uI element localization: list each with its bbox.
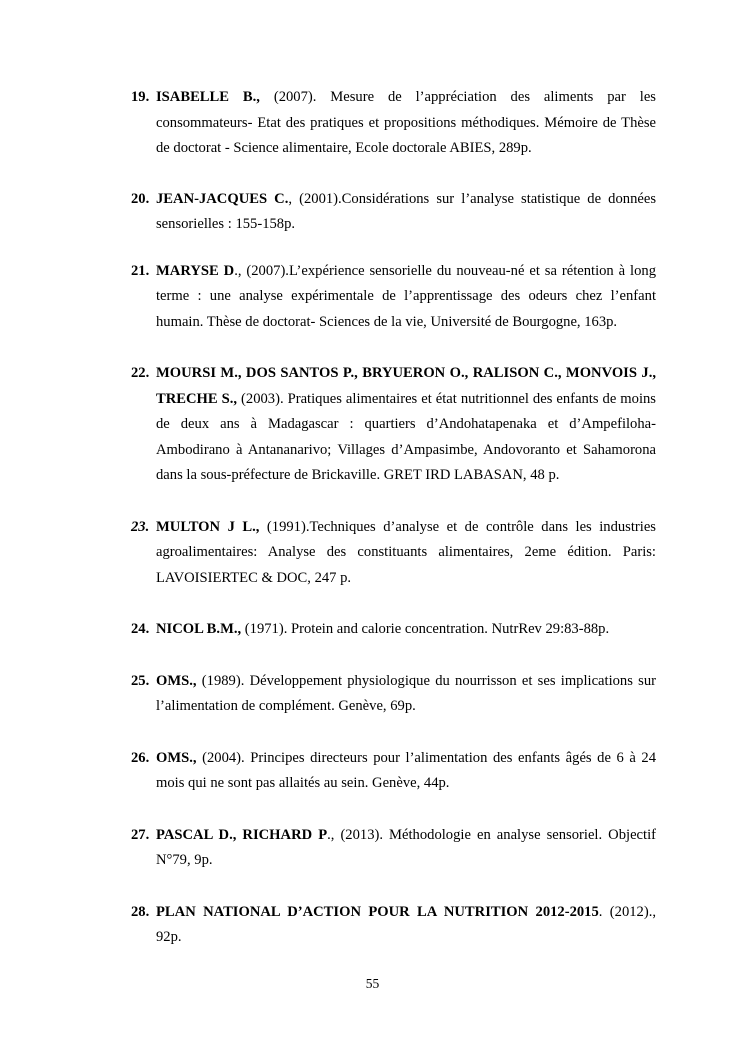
reference-number: 19. (131, 89, 150, 105)
reference-authors: MULTON J L., (156, 518, 260, 535)
reference-item (131, 900, 656, 951)
reference-number: 22. (131, 365, 150, 381)
reference-item (131, 85, 656, 162)
reference-item (131, 361, 656, 489)
reference-text: . (2012)., 92p. (156, 903, 656, 945)
reference-item (131, 515, 656, 592)
reference-authors: PLAN NATIONAL D’ACTION POUR LA NUTRITION 2012-2015 (156, 903, 599, 920)
reference-item (131, 617, 656, 643)
reference-item (131, 669, 656, 720)
reference-number: 20. (131, 190, 150, 207)
page-number: 55 (365, 976, 380, 991)
reference-text: (2004). Principes directeurs pour l’alimentation des enfants âgés de 6 à 24 mois qui ne sont pas allaités au sein. Genève, 44p. (156, 749, 656, 791)
reference-text: ., (2007).L’expérience sensorielle du nouveau-né et sa rétention à long terme : une analyse expérimentale de l’apprentissage des odeurs chez l’enfant humain. Thèse de doctorat- Sciences de la vie, Université de Bourgogne, 163p. (156, 262, 656, 330)
reference-number: 23. (131, 518, 150, 535)
reference-text: ., (2013). Méthodologie en analyse sensoriel. Objectif N°79, 9p. (156, 826, 656, 868)
reference-text: (2007). Mesure de l’appréciation des aliments par les consommateurs- Etat des pratiques et propositions méthodiques. Mémoire de Thèse de doctorat - Science alimentaire, Ecole doctorale ABIES, 289p. (156, 89, 656, 156)
reference-text: , (2001).Considérations sur l’analyse statistique de données sensorielles : 155-158p. (156, 190, 657, 232)
reference-authors: ISABELLE B., (156, 89, 260, 105)
reference-authors: MARYSE D (156, 262, 235, 279)
reference-authors: PASCAL D., RICHARD P (156, 826, 328, 843)
reference-text: (2003). Pratiques alimentaires et état nutritionnel des enfants de moins de deux ans à Madagascar : quartiers d’Andohatapenaka et d’Ampefiloha-Ambodirano à Antananarivo; Villages d’Ampasimbe, Andovoranto et Sahamorona dans la sous-préfecture de Brickaville. GRET IRD LABASAN, 48 p. (156, 390, 656, 483)
reference-authors: MOURSI M., DOS SANTOS P., BRYUERON O., RALISON C., MONVOIS J., TRECHE S., (156, 365, 656, 407)
reference-number: 24. (131, 621, 150, 637)
reference-number: 28. (131, 903, 150, 920)
reference-authors: OMS., (156, 749, 197, 766)
reference-item (131, 259, 656, 336)
reference-text: (1991).Techniques d’analyse et de contrôle dans les industries agroalimentaires: Analyse des constituants alimentaires, 2eme édition. Paris: LAVOISIERTEC & DOC, 247 p. (156, 518, 656, 586)
reference-number: 25. (131, 672, 150, 689)
reference-number: 21. (131, 262, 150, 279)
reference-authors: OMS., (156, 672, 197, 689)
reference-item (131, 187, 656, 238)
reference-item (131, 746, 656, 797)
reference-item (131, 823, 656, 874)
reference-authors: NICOL B.M., (156, 621, 242, 637)
reference-list (131, 85, 656, 951)
reference-number: 26. (131, 749, 150, 766)
reference-number: 27. (131, 826, 150, 843)
reference-text: (1989). Développement physiologique du nourrisson et ses implications sur l’alimentation de complément. Genève, 69p. (156, 672, 656, 714)
reference-text: (1971). Protein and calorie concentration. NutrRev 29:83-88p. (241, 621, 610, 637)
reference-authors: JEAN-JACQUES C. (156, 190, 289, 207)
